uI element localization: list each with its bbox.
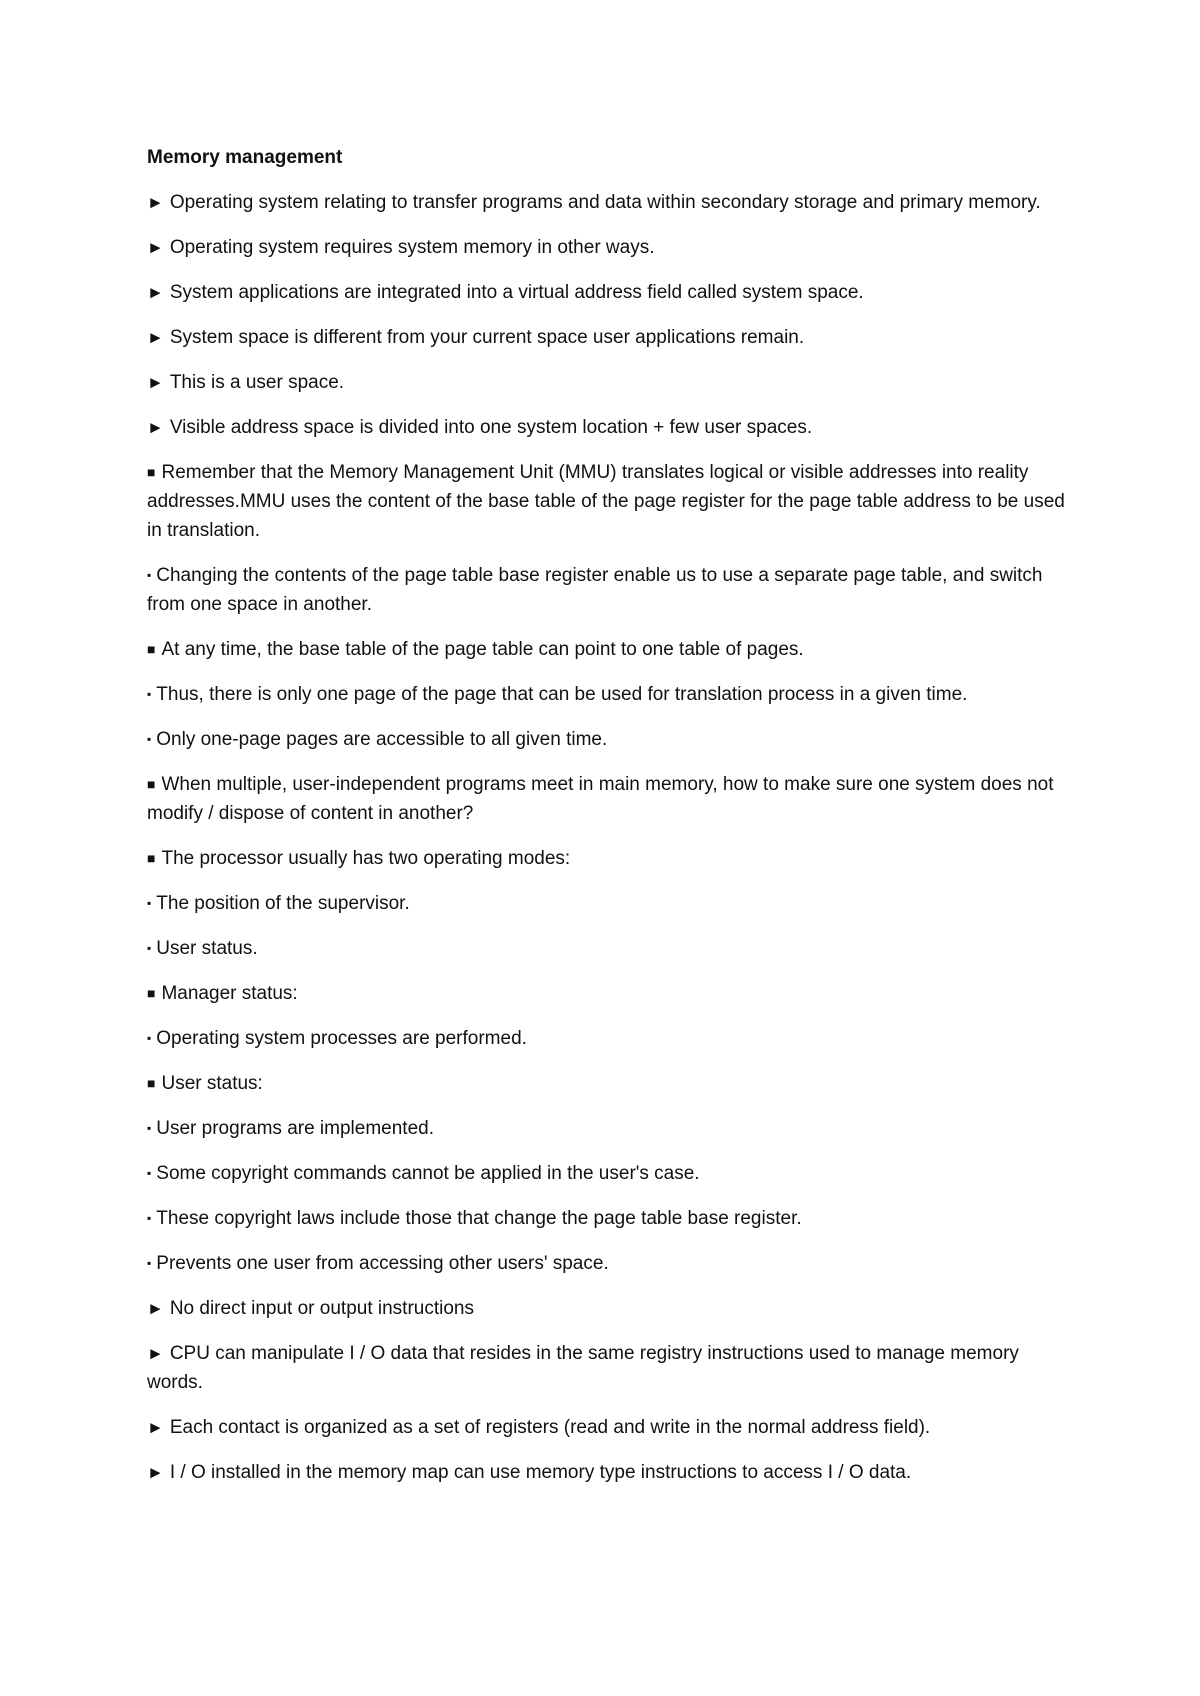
dot-bullet-icon: ▪ [147,568,152,582]
paragraph-text: Each contact is organized as a set of registers (read and write in the normal address field). [169,1417,931,1438]
document-page [147,143,1067,1503]
paragraph-text: The processor usually has two operating modes: [161,848,571,869]
paragraph-text: At any time, the base table of the page table can point to one table of pages. [161,639,804,660]
paragraph-text: I / O installed in the memory map can use memory type instructions to access I / O data. [169,1462,912,1483]
paragraph-list [147,188,1067,1487]
paragraph-text: Remember that the Memory Management Unit (MMU) translates logical or visible addresses into reality addresses.MMU uses the content of the base table of the page register for the page table address to be used in translation. [147,462,1065,541]
paragraph-text: Changing the contents of the page table base register enable us to use a separate page table, and switch from one space in another. [147,565,1043,615]
paragraph-text: When multiple, user-independent programs meet in main memory, how to make sure one system does not modify / dispose of content in another? [147,774,1054,824]
paragraph [147,323,1067,352]
paragraph [147,1204,1067,1233]
paragraph [147,233,1067,262]
dot-bullet-icon: ▪ [147,1121,152,1135]
dot-bullet-icon: ▪ [147,687,152,701]
square-bullet-icon: ■ [147,641,156,657]
document-title: Memory management [147,147,343,168]
paragraph-text: The position of the supervisor. [156,893,410,914]
paragraph-text: User status. [156,938,258,959]
paragraph [147,1249,1067,1278]
square-bullet-icon: ■ [147,850,156,866]
paragraph [147,889,1067,918]
paragraph [147,979,1067,1008]
paragraph [147,561,1067,619]
dot-bullet-icon: ▪ [147,1166,152,1180]
paragraph-text: Operating system relating to transfer programs and data within secondary storage and primary memory. [169,192,1041,213]
paragraph-text: No direct input or output instructions [169,1298,474,1319]
paragraph-text: CPU can manipulate I / O data that resides in the same registry instructions used to manage memory words. [147,1343,1019,1393]
paragraph-text: Operating system requires system memory in other ways. [169,237,655,258]
paragraph [147,1458,1067,1487]
paragraph [147,1413,1067,1442]
paragraph-text: Some copyright commands cannot be applied in the user's case. [156,1163,700,1184]
paragraph [147,278,1067,307]
paragraph [147,770,1067,828]
paragraph-text: System applications are integrated into a virtual address field called system space. [169,282,864,303]
arrow-bullet-icon: ► [147,373,164,392]
paragraph [147,934,1067,963]
paragraph-text: User status: [161,1073,263,1094]
square-bullet-icon: ■ [147,776,156,792]
paragraph [147,1339,1067,1397]
paragraph [147,1069,1067,1098]
paragraph [147,844,1067,873]
paragraph-text: Visible address space is divided into one system location + few user spaces. [169,417,813,438]
paragraph-text: These copyright laws include those that change the page table base register. [156,1208,802,1229]
paragraph [147,1159,1067,1188]
paragraph [147,188,1067,217]
arrow-bullet-icon: ► [147,328,164,347]
arrow-bullet-icon: ► [147,193,164,212]
dot-bullet-icon: ▪ [147,732,152,746]
paragraph [147,680,1067,709]
dot-bullet-icon: ▪ [147,1211,152,1225]
arrow-bullet-icon: ► [147,1299,164,1318]
paragraph-text: This is a user space. [169,372,345,393]
arrow-bullet-icon: ► [147,1463,164,1482]
paragraph [147,725,1067,754]
arrow-bullet-icon: ► [147,238,164,257]
paragraph-text: Prevents one user from accessing other users' space. [156,1253,609,1274]
dot-bullet-icon: ▪ [147,896,152,910]
paragraph-text: Thus, there is only one page of the page that can be used for translation process in a given time. [156,684,968,705]
arrow-bullet-icon: ► [147,1344,164,1363]
square-bullet-icon: ■ [147,985,156,1001]
square-bullet-icon: ■ [147,464,156,480]
paragraph [147,1114,1067,1143]
paragraph [147,458,1067,545]
dot-bullet-icon: ▪ [147,941,152,955]
paragraph-text: Manager status: [161,983,298,1004]
paragraph [147,635,1067,664]
paragraph-text: Operating system processes are performed. [156,1028,527,1049]
paragraph-text: System space is different from your current space user applications remain. [169,327,805,348]
paragraph [147,413,1067,442]
arrow-bullet-icon: ► [147,418,164,437]
paragraph [147,1024,1067,1053]
arrow-bullet-icon: ► [147,1418,164,1437]
paragraph-text: Only one-page pages are accessible to all given time. [156,729,608,750]
paragraph [147,368,1067,397]
paragraph [147,1294,1067,1323]
dot-bullet-icon: ▪ [147,1031,152,1045]
square-bullet-icon: ■ [147,1075,156,1091]
arrow-bullet-icon: ► [147,283,164,302]
paragraph-text: User programs are implemented. [156,1118,434,1139]
dot-bullet-icon: ▪ [147,1256,152,1270]
